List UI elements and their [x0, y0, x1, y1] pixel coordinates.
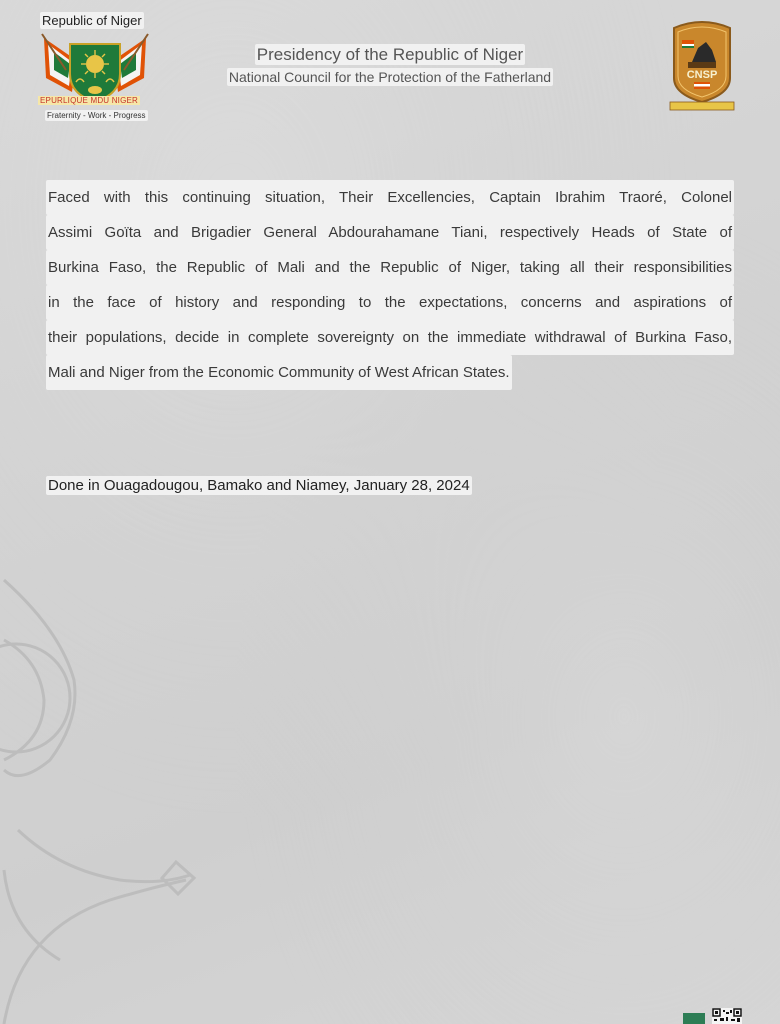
qr-code-icon — [712, 1008, 742, 1024]
body-line — [46, 250, 736, 285]
cnsp-emblem-icon — [668, 20, 736, 112]
body-line — [46, 355, 736, 390]
council-subtitle-text: National Council for the Protection of the Fatherland — [228, 69, 552, 85]
presidency-title-text: Presidency of the Republic of Niger — [256, 45, 524, 64]
body-line — [46, 215, 736, 250]
body-line-text: Burkina Faso, the Republic of Mali and the Republic of Niger, taking all their responsibilities — [46, 250, 734, 285]
emblem-label: CNSP — [686, 69, 718, 81]
body-line — [46, 180, 736, 215]
country-label: Republic of Niger — [42, 13, 142, 28]
body-line-text: Assimi Goïta and Brigadier General Abdourahamane Tiani, respectively Heads of State of — [46, 215, 734, 250]
presidency-title — [0, 45, 780, 65]
body-paragraph — [46, 180, 736, 390]
signoff-place-date: Done in Ouagadougou, Bamako and Niamey, January 28, 2024 — [48, 477, 470, 494]
body-line-text: Faced with this continuing situation, Their Excellencies, Captain Ibrahim Traoré, Colonel — [46, 180, 734, 215]
council-subtitle — [0, 69, 780, 85]
body-line-text: Mali and Niger from the Economic Community of West African States. — [46, 355, 512, 390]
coat-of-arms-banner: EPURLIQUE MDU NIGER — [40, 96, 139, 105]
page-number-badge — [683, 1013, 705, 1024]
body-line-text: in the face of history and responding to the expectations, concerns and aspirations of — [46, 285, 734, 320]
body-line — [46, 285, 736, 320]
national-motto: Fraternity - Work - Progress — [47, 111, 146, 120]
decorative-ornament — [0, 570, 220, 1024]
body-line-text: their populations, decide in complete sovereignty on the immediate withdrawal of Burkina Faso, — [46, 320, 734, 355]
body-line — [46, 320, 736, 355]
